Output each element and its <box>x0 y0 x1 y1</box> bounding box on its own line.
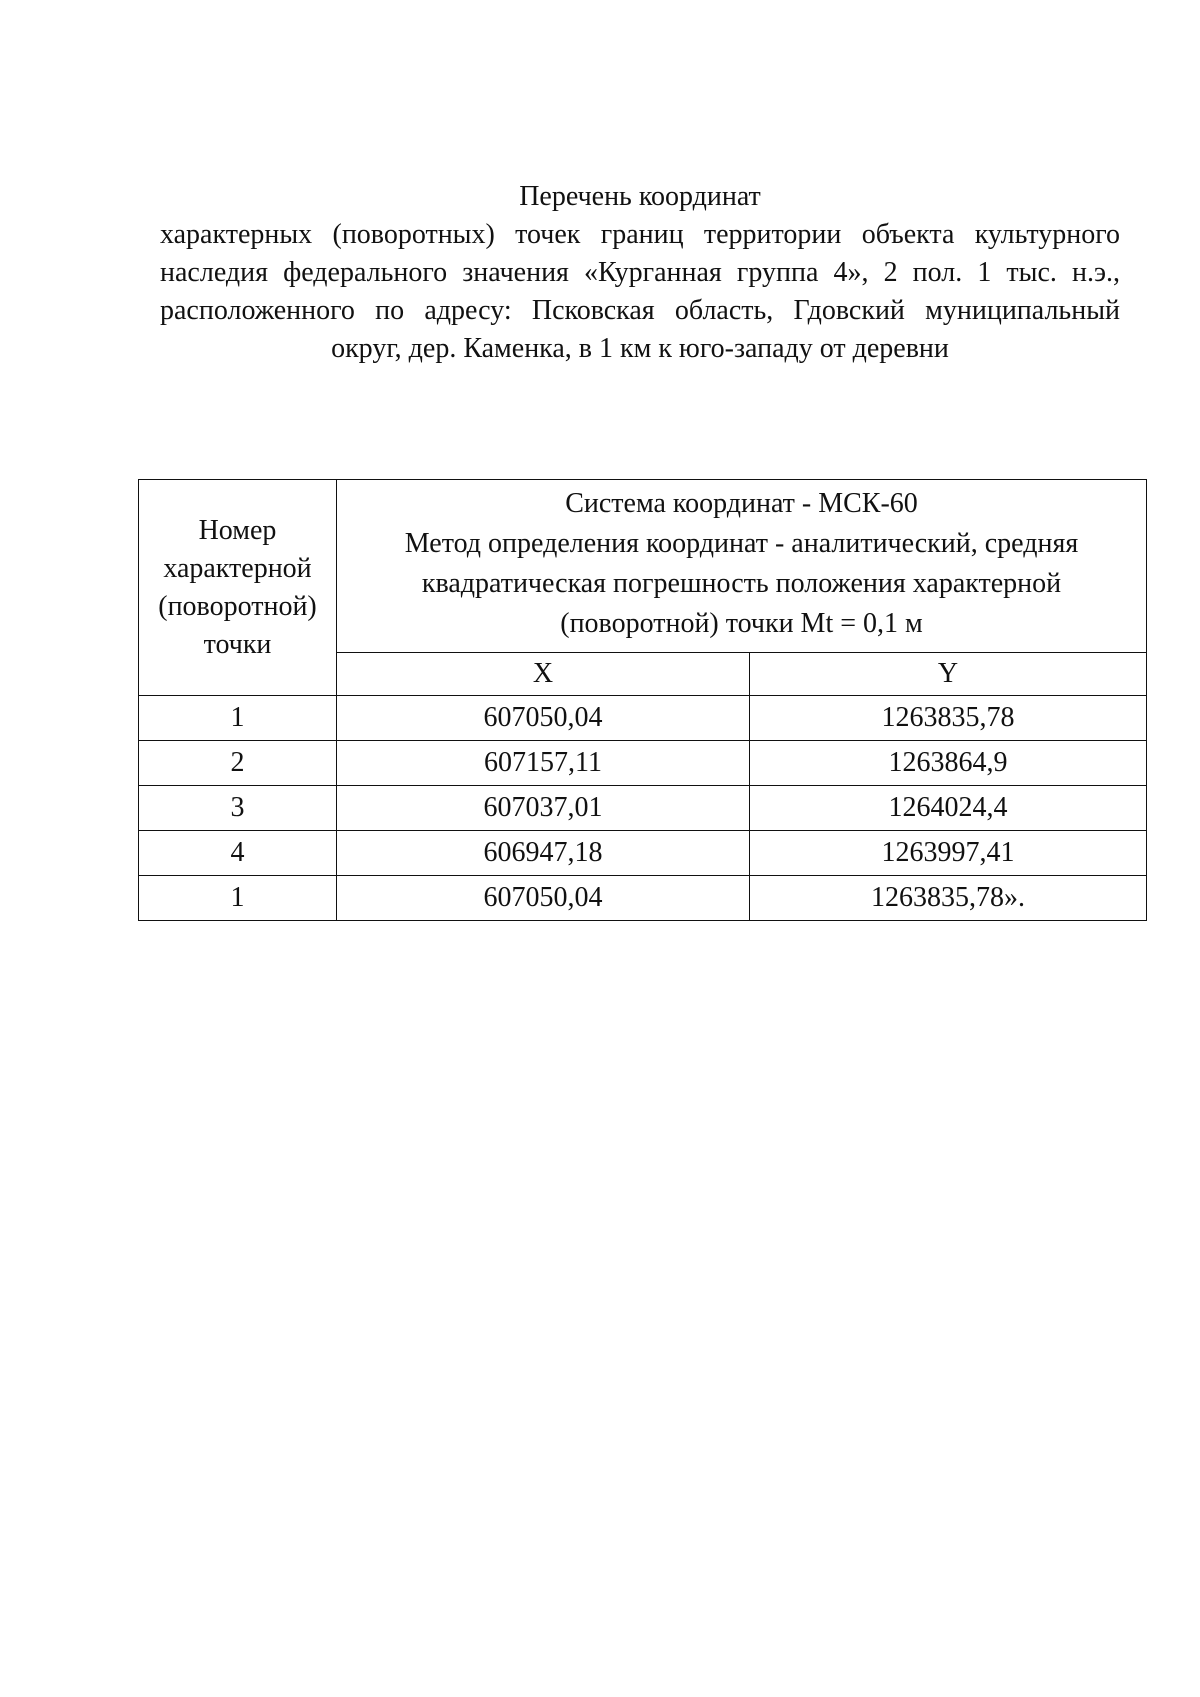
coordinate-system-header <box>337 480 1147 653</box>
coordinates-table <box>138 479 1147 921</box>
point-number-cell: 2 <box>139 741 337 786</box>
point-header-line: точки <box>203 628 272 660</box>
point-header-line: характерной <box>163 552 312 584</box>
point-number-cell: 4 <box>139 831 337 876</box>
heading-title: Перечень координат <box>519 181 761 212</box>
system-header-line: квадратическая погрешность положения характерной <box>421 568 1062 599</box>
point-number-cell: 1 <box>139 876 337 921</box>
x-value-cell: 607050,04 <box>337 696 750 741</box>
y-value-cell: 1263835,78». <box>750 876 1147 921</box>
y-value-cell: 1264024,4 <box>750 786 1147 831</box>
point-number-header <box>139 480 337 696</box>
document-heading <box>160 178 1120 368</box>
table-row <box>139 696 1147 741</box>
x-value-cell: 607050,04 <box>337 876 750 921</box>
y-column-header: Y <box>750 653 1147 696</box>
point-number-cell: 1 <box>139 696 337 741</box>
point-header-line: (поворотной) <box>158 590 317 622</box>
x-value-cell: 606947,18 <box>337 831 750 876</box>
point-header-line: Номер <box>198 514 277 546</box>
y-value-cell: 1263864,9 <box>750 741 1147 786</box>
heading-line-2: характерных (поворотных) точек границ территории объекта культурного <box>160 219 1120 250</box>
system-header-line: Система координат - МСК-60 <box>565 488 918 519</box>
heading-line-4: расположенного по адресу: Псковская область, Гдовский муниципальный <box>160 295 1120 326</box>
heading-line-5: округ, дер. Каменка, в 1 км к юго-западу от деревни <box>331 333 949 364</box>
point-number-cell: 3 <box>139 786 337 831</box>
table-row <box>139 786 1147 831</box>
system-header-line: (поворотной) точки Mt = 0,1 м <box>560 608 923 639</box>
table-row <box>139 831 1147 876</box>
system-header-line: Метод определения координат - аналитический, средняя <box>404 528 1079 559</box>
x-value-cell: 607037,01 <box>337 786 750 831</box>
table-row <box>139 876 1147 921</box>
heading-line-3: наследия федерального значения «Курганная группа 4», 2 пол. 1 тыс. н.э., <box>160 257 1120 288</box>
y-value-cell: 1263835,78 <box>750 696 1147 741</box>
y-value-cell: 1263997,41 <box>750 831 1147 876</box>
x-column-header: X <box>337 653 750 696</box>
table-row <box>139 741 1147 786</box>
table-header-row <box>139 480 1147 653</box>
x-value-cell: 607157,11 <box>337 741 750 786</box>
